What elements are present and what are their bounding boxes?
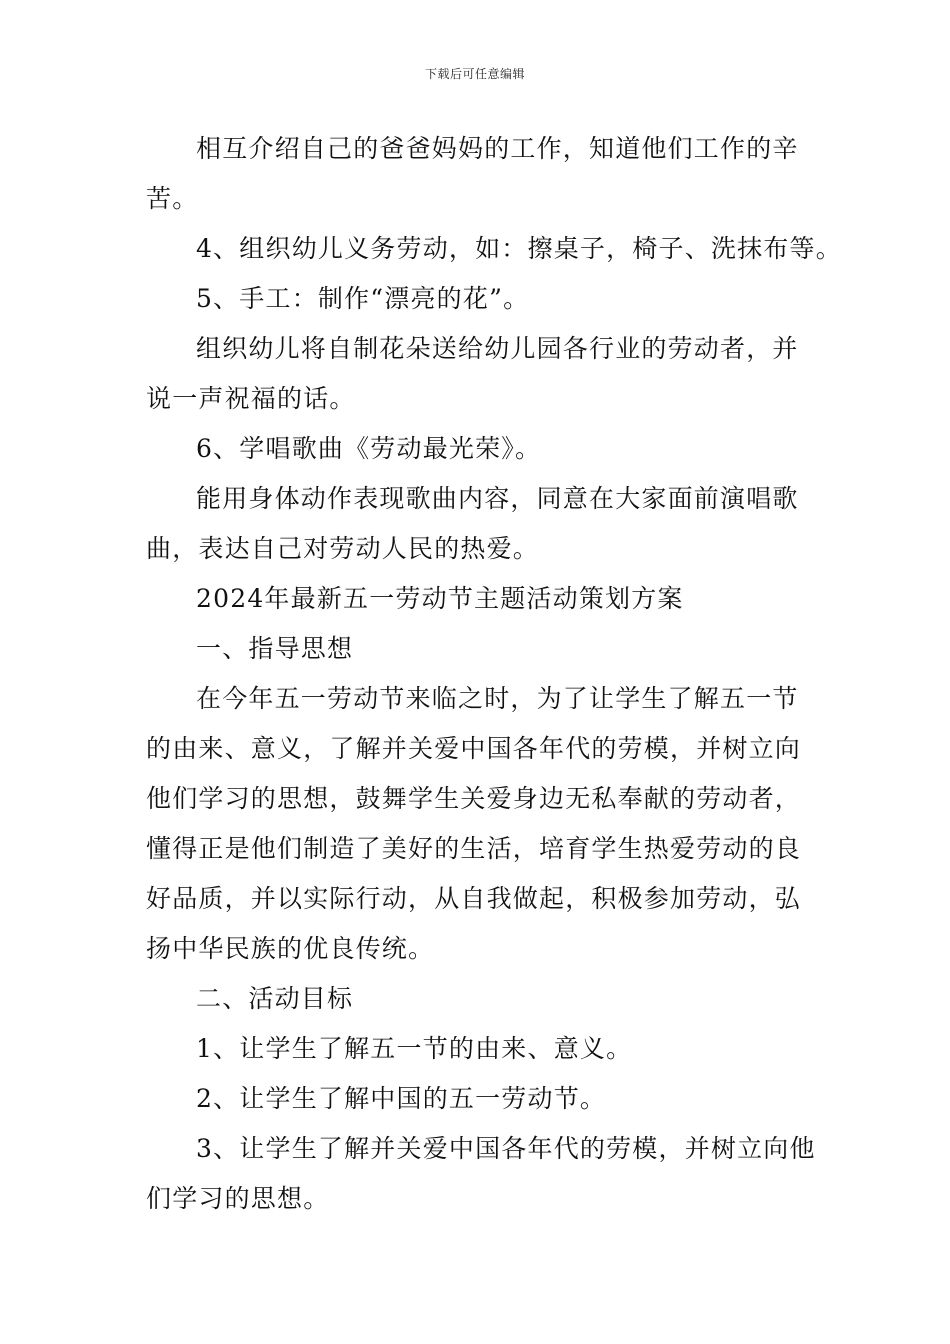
paragraph-line: 4、组织幼儿义务劳动，如：擦桌子，椅子、洗抹布等。 — [196, 234, 842, 263]
document-body — [146, 124, 842, 1224]
section-heading: 一、指导思想 — [196, 634, 354, 663]
section-title: 2024年最新五一劳动节主题活动策划方案 — [196, 584, 684, 613]
paragraph-line: 的由来、意义，了解并关爱中国各年代的劳模，并树立向 — [146, 734, 802, 763]
paragraph-line: 组织幼儿将自制花朵送给幼儿园各行业的劳动者，并 — [196, 334, 799, 363]
page-header: 下载后可任意编辑 — [424, 67, 525, 81]
paragraph-line: 在今年五一劳动节来临之时，为了让学生了解五一节 — [196, 684, 799, 713]
paragraph-line: 说一声祝福的话。 — [146, 384, 356, 413]
section-heading: 二、活动目标 — [196, 984, 354, 1013]
list-item: 3、让学生了解并关爱中国各年代的劳模，并树立向他 — [196, 1134, 816, 1163]
paragraph-line: 扬中华民族的优良传统。 — [146, 934, 435, 963]
paragraph-line: 能用身体动作表现歌曲内容，同意在大家面前演唱歌 — [196, 484, 799, 513]
paragraph-line: 好品质，并以实际行动，从自我做起，积极参加劳动，弘 — [146, 884, 802, 913]
paragraph-line: 曲，表达自己对劳动人民的热爱。 — [146, 534, 540, 563]
paragraph-line: 懂得正是他们制造了美好的生活，培育学生热爱劳动的良 — [146, 834, 802, 863]
paragraph-line: 他们学习的思想，鼓舞学生关爱身边无私奉献的劳动者， — [146, 784, 802, 813]
paragraph-line: 苦。 — [146, 184, 199, 213]
list-item: 2、让学生了解中国的五一劳动节。 — [196, 1084, 607, 1113]
paragraph-line: 们学习的思想。 — [146, 1184, 330, 1213]
paragraph-line: 相互介绍自己的爸爸妈妈的工作，知道他们工作的辛 — [196, 134, 799, 163]
paragraph-line: 6、学唱歌曲《劳动最光荣》。 — [196, 434, 542, 463]
list-item: 1、让学生了解五一节的由来、意义。 — [196, 1034, 633, 1063]
paragraph-line: 5、手工：制作“漂亮的花”。 — [196, 284, 530, 313]
